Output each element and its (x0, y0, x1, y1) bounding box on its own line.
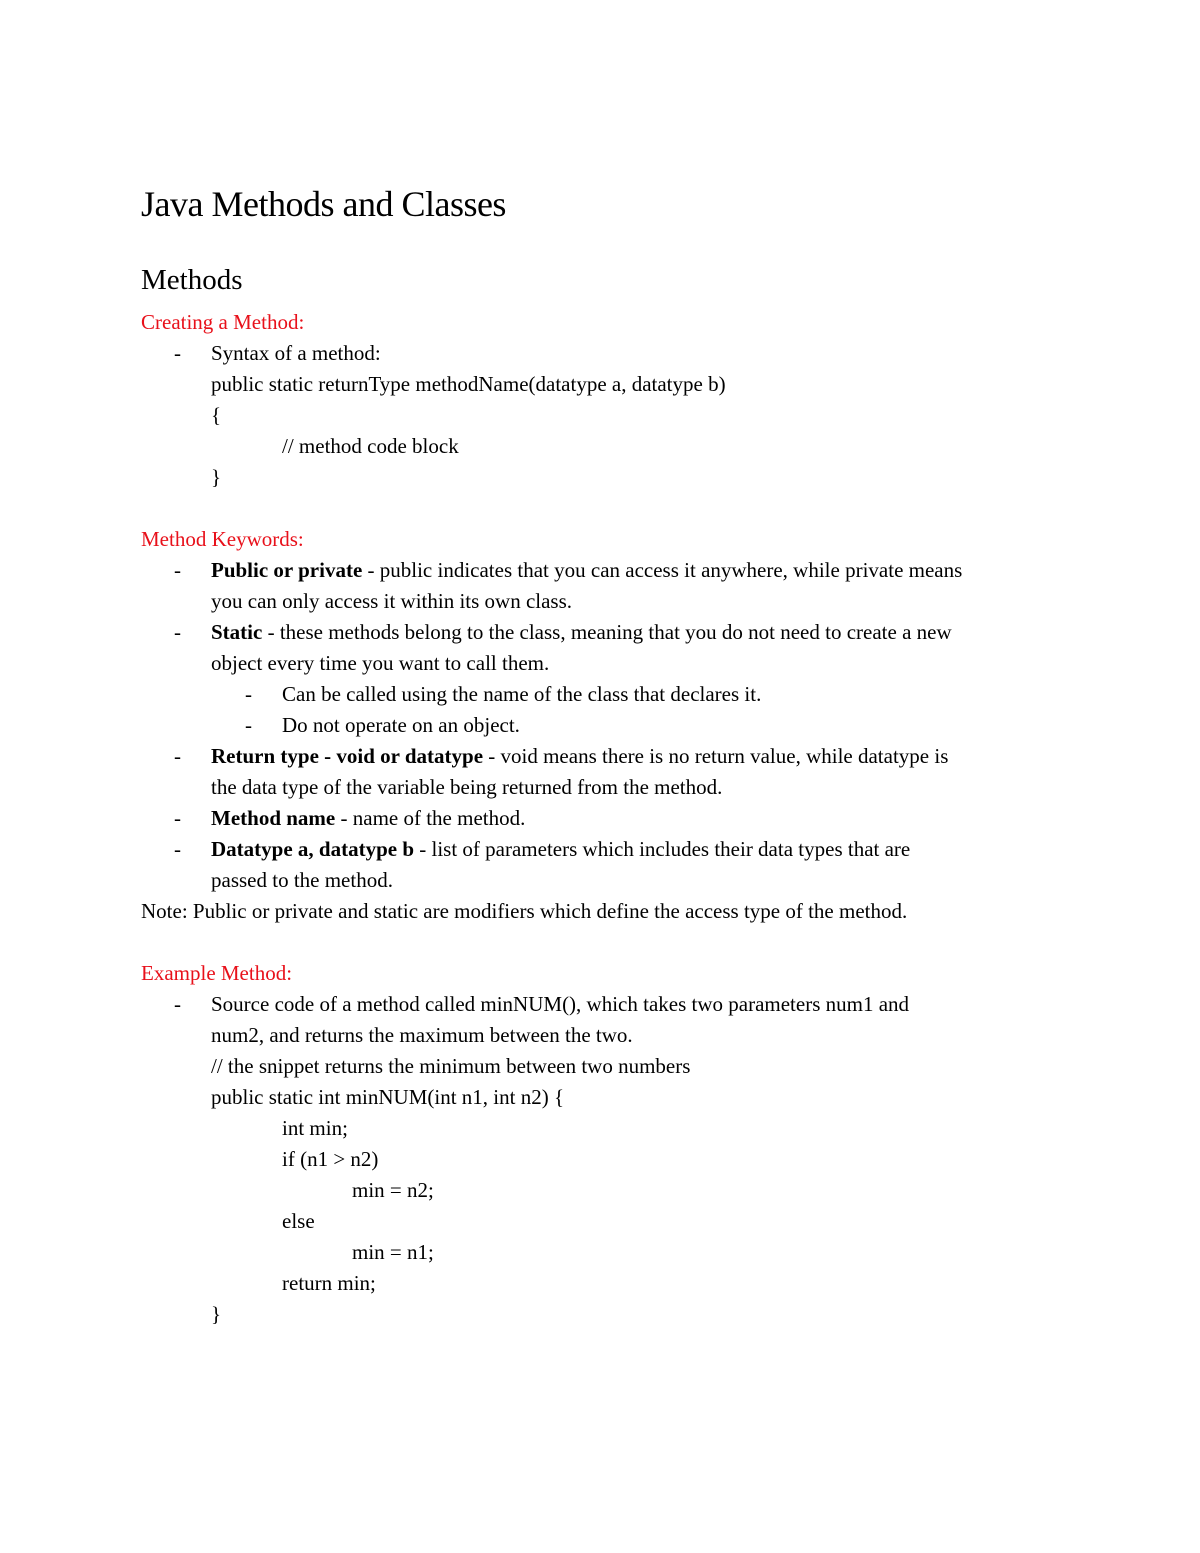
sub-bullet: Do not operate on an object. (282, 713, 520, 737)
keyword-desc-cont: passed to the method. (211, 868, 393, 892)
keyword-desc-cont: the data type of the variable being returned from the method. (211, 775, 723, 799)
document-page (141, 182, 1081, 1326)
example-desc-cont: num2, and returns the maximum between the two. (211, 1023, 633, 1047)
keyword-term: Public or private (211, 558, 363, 582)
heading-creating-method: Creating a Method: (141, 310, 305, 334)
heading-example-method: Example Method: (141, 961, 293, 985)
code-line: { (211, 403, 222, 427)
code-line: // method code block (282, 434, 459, 458)
code-line: else (282, 1209, 315, 1233)
example-desc: Source code of a method called minNUM(), which takes two parameters num1 and (211, 992, 910, 1016)
keyword-item-method-name (211, 803, 525, 834)
bullet-dash: - (174, 744, 181, 768)
keyword-desc: - list of parameters which includes their data types that are (414, 837, 911, 861)
section-heading-methods: Methods (141, 264, 243, 296)
page-title: Java Methods and Classes (141, 184, 506, 224)
keyword-term: Return type - void or datatype (211, 744, 484, 768)
code-line: if (n1 > n2) (282, 1147, 379, 1171)
bullet-dash: - (174, 837, 181, 861)
keyword-item-datatype (211, 834, 910, 865)
code-line: } (211, 465, 222, 489)
keyword-item-return-type (211, 741, 948, 772)
heading-method-keywords: Method Keywords: (141, 527, 304, 551)
note-text: Note: Public or private and static are modifiers which define the access type of the method. (141, 899, 908, 923)
keyword-item-static (211, 617, 952, 648)
keyword-desc-cont: object every time you want to call them. (211, 651, 550, 675)
keyword-item-public-private (211, 555, 962, 586)
bullet-dash: - (174, 558, 181, 582)
code-line: // the snippet returns the minimum between two numbers (211, 1054, 691, 1078)
keyword-desc-cont: you can only access it within its own class. (211, 589, 573, 613)
code-line: } (211, 1302, 222, 1326)
keyword-desc: - public indicates that you can access it anywhere, while private means (362, 558, 963, 582)
bullet-dash: - (245, 682, 252, 706)
keyword-term: Static (211, 620, 263, 644)
keyword-desc: - these methods belong to the class, meaning that you do not need to create a new (262, 620, 952, 644)
code-line: min = n1; (352, 1240, 434, 1264)
code-line: min = n2; (352, 1178, 434, 1202)
keyword-term: Method name (211, 806, 336, 830)
keyword-desc: - void means there is no return value, while datatype is (483, 744, 949, 768)
syntax-bullet: Syntax of a method: (211, 341, 381, 365)
code-line: return min; (282, 1271, 376, 1295)
sub-bullet: Can be called using the name of the class that declares it. (282, 682, 762, 706)
keyword-desc: - name of the method. (335, 806, 526, 830)
code-line: int min; (282, 1116, 348, 1140)
bullet-dash: - (245, 713, 252, 737)
code-line: public static returnType methodName(datatype a, datatype b) (211, 372, 726, 396)
bullet-dash: - (174, 806, 181, 830)
bullet-dash: - (174, 992, 181, 1016)
code-line: public static int minNUM(int n1, int n2) { (211, 1085, 565, 1109)
keyword-term: Datatype a, datatype b (211, 837, 414, 861)
bullet-dash: - (174, 341, 181, 365)
bullet-dash: - (174, 620, 181, 644)
